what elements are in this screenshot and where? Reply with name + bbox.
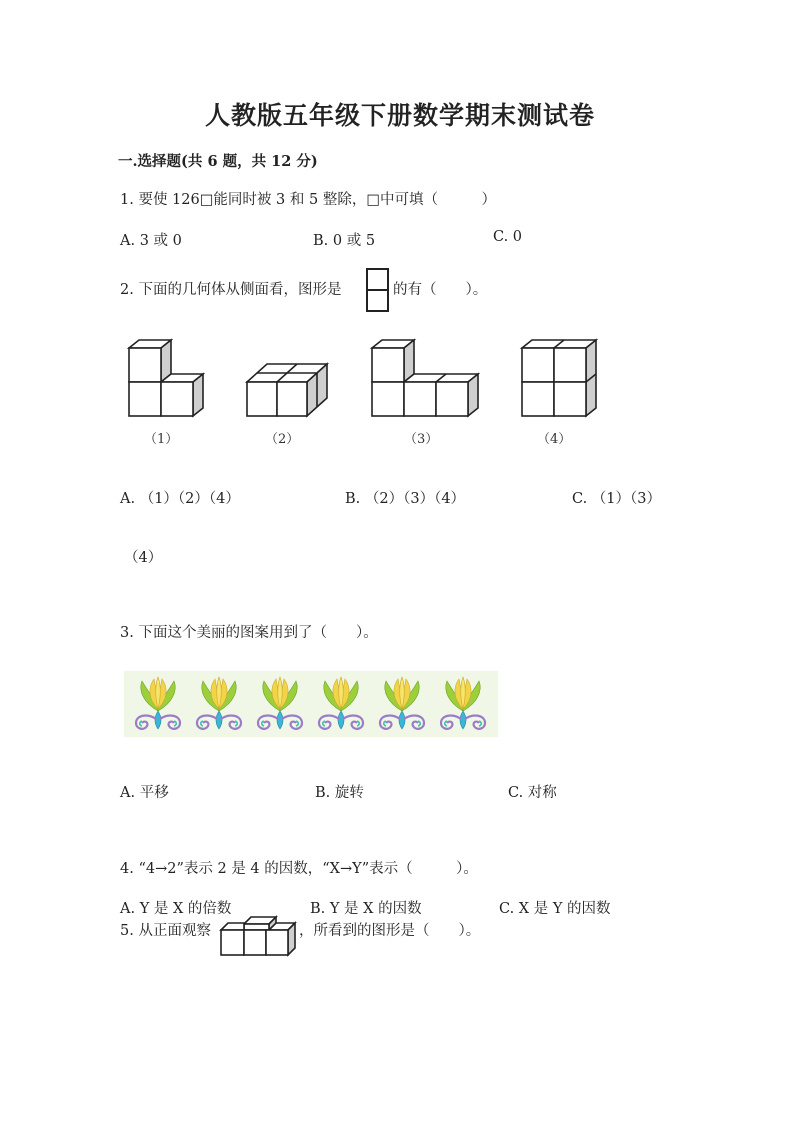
question-3-option-c[interactable]: C. 对称 — [508, 785, 557, 801]
figure-caption-4: （4） — [537, 432, 572, 447]
question-4-option-c[interactable]: C. X 是 Y 的因数 — [499, 901, 611, 917]
question-2-option-c-wrap: （4） — [124, 550, 163, 566]
cube-figure-1 — [126, 338, 210, 418]
figure-caption-3: （3） — [404, 432, 439, 447]
question-1-option-c[interactable]: C. 0 — [493, 229, 523, 245]
figure-caption-2: （2） — [265, 432, 300, 447]
question-2-option-b[interactable]: B. （2）（3）（4） — [345, 491, 466, 507]
question-5-text-before: 5. 从正面观察 — [120, 923, 211, 939]
section-header: 一.选择题(共 6 题，共 12 分) — [118, 153, 318, 170]
question-4-option-a[interactable]: A. Y 是 X 的倍数 — [120, 901, 232, 917]
question-2-text-before: 2. 下面的几何体从侧面看，图形是 — [120, 282, 342, 298]
question-1-option-b[interactable]: B. 0 或 5 — [313, 233, 376, 249]
question-3-option-a[interactable]: A. 平移 — [120, 785, 169, 801]
question-4-option-b[interactable]: B. Y 是 X 的因数 — [310, 901, 422, 917]
cube-figure-3 — [369, 338, 485, 418]
question-3-option-b[interactable]: B. 旋转 — [315, 785, 364, 801]
question-5-text-after: ，所看到的图形是（ ）。 — [299, 923, 481, 939]
question-2-text-after: 的有（ ）。 — [393, 282, 488, 298]
question-4-text: 4. “4→2”表示 2 是 4 的因数，“X→Y”表示（ ）。 — [120, 861, 478, 877]
pattern-strip-image — [124, 671, 498, 737]
question-3-text: 3. 下面这个美丽的图案用到了（ ）。 — [120, 625, 378, 641]
question-2-option-c[interactable]: C. （1）（3） — [572, 491, 661, 507]
cube-figure-4 — [519, 338, 599, 418]
figure-caption-1: （1） — [144, 432, 179, 447]
cube-arrangement-figure — [219, 914, 297, 958]
cube-figure-2 — [244, 360, 330, 418]
side-view-icon — [366, 268, 390, 314]
question-1-option-a[interactable]: A. 3 或 0 — [120, 233, 182, 249]
question-1-text: 1. 要使 126□能同时被 3 和 5 整除，□中可填（ ） — [120, 192, 497, 208]
page-title: 人教版五年级下册数学期末测试卷 — [204, 101, 595, 130]
question-2-option-a[interactable]: A. （1）（2）（4） — [120, 491, 240, 507]
